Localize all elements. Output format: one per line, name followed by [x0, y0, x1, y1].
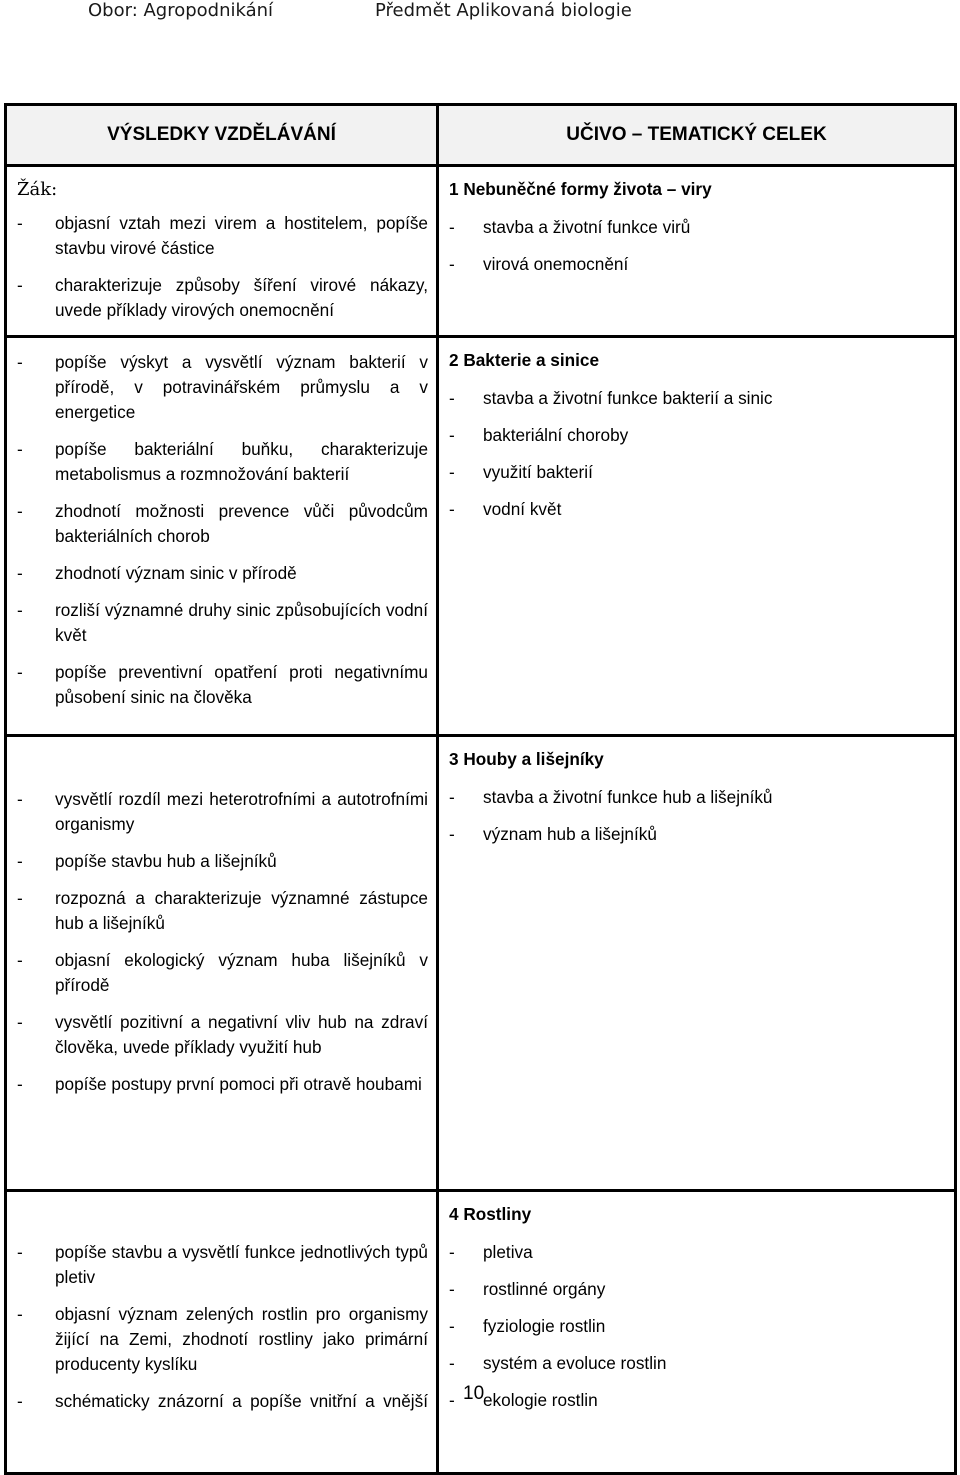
outcome-item [17, 886, 428, 936]
outcome-item [17, 437, 428, 487]
outcome-text: objasní význam zelených rostlin pro organismy žijící na Zemi, zhodnotí rostliny jako primární producenty kyslíku [55, 1304, 428, 1374]
list-dash: - [449, 388, 455, 408]
outcome-item [17, 598, 428, 648]
list-dash: - [17, 501, 23, 521]
list-dash: - [17, 888, 23, 908]
outcome-item [17, 849, 428, 874]
outcome-text: popíše postupy první pomoci při otravě houbami [55, 1074, 422, 1094]
outcomes-cell [6, 166, 438, 337]
curriculum-table [4, 103, 957, 1475]
list-dash: - [17, 352, 23, 372]
topic-item [449, 1351, 954, 1376]
list-dash: - [17, 1242, 23, 1262]
topics-cell [438, 337, 956, 736]
outcome-item [17, 1072, 428, 1097]
outcome-text: zhodnotí možnosti prevence vůči původcům bakteriálních chorob [55, 501, 428, 546]
outcome-text: popíše výskyt a vysvětlí význam bakterií v přírodě, v potravinářském průmyslu a v energetice [55, 352, 428, 422]
topic-text: vodní květ [483, 499, 562, 519]
topic-text: stavba a životní funkce virů [483, 217, 691, 237]
header-subject: Předmět Aplikovaná biologie [375, 0, 632, 21]
section-row [6, 337, 956, 736]
outcome-text: schématicky znázorní a popíše vnitřní a vnější [55, 1391, 428, 1411]
outcome-item [17, 1010, 428, 1060]
list-dash: - [17, 789, 23, 809]
list-dash: - [449, 1242, 455, 1262]
topic-item [449, 1277, 954, 1302]
outcome-text: vysvětlí rozdíl mezi heterotrofními a autotrofními organismy [55, 789, 428, 834]
list-dash: - [449, 1353, 455, 1373]
list-dash: - [449, 787, 455, 807]
outcome-item [17, 1240, 428, 1290]
list-dash: - [449, 499, 455, 519]
outcome-item [17, 660, 428, 710]
list-dash: - [17, 662, 23, 682]
topics-cell [438, 736, 956, 1191]
student-label: Žák: [17, 179, 58, 200]
section-row [6, 736, 956, 1191]
topics-cell [438, 1191, 956, 1474]
list-dash: - [17, 950, 23, 970]
topic-item [449, 785, 954, 810]
topic-text: stavba a životní funkce hub a lišejníků [483, 787, 773, 807]
topic-item [449, 252, 954, 277]
topic-item [449, 1240, 954, 1265]
section-row [6, 166, 956, 337]
page-number: 10 [463, 1383, 485, 1404]
outcome-text: rozpozná a charakterizuje významné zástupce hub a lišejníků [55, 888, 428, 933]
topic-text: systém a evoluce rostlin [483, 1353, 667, 1373]
outcome-text: vysvětlí pozitivní a negativní vliv hub na zdraví člověka, uvede příklady využití hub [55, 1012, 428, 1057]
topic-item [449, 460, 954, 485]
outcomes-cell [6, 1191, 438, 1474]
topic-text: rostlinné orgány [483, 1279, 606, 1299]
topic-item [449, 423, 954, 448]
topic-title: 2 Bakterie a sinice [449, 350, 600, 370]
outcome-text: objasní ekologický význam huba lišejníků v přírodě [55, 950, 428, 995]
topic-item [449, 822, 954, 847]
outcome-item [17, 211, 428, 261]
outcome-text: popíše stavbu hub a lišejníků [55, 851, 277, 871]
outcome-text: objasní vztah mezi virem a hostitelem, popíše stavbu virové částice [55, 213, 428, 258]
list-dash: - [17, 600, 23, 620]
list-dash: - [17, 275, 23, 295]
section-row [6, 1191, 956, 1474]
topic-item [449, 1314, 954, 1339]
topic-item [449, 497, 954, 522]
topic-item [449, 215, 954, 240]
topic-item [449, 386, 954, 411]
topic-title: 4 Rostliny [449, 1204, 532, 1224]
outcome-item [17, 787, 428, 837]
outcome-item [17, 948, 428, 998]
list-dash: - [449, 425, 455, 445]
list-dash: - [449, 1390, 455, 1410]
list-dash: - [449, 217, 455, 237]
column-header-outcomes: VÝSLEDKY VZDĚLÁVÁNÍ [6, 105, 438, 166]
list-dash: - [449, 1279, 455, 1299]
topic-text: bakteriální choroby [483, 425, 629, 445]
topic-text: pletiva [483, 1242, 533, 1262]
outcome-item [17, 350, 428, 425]
list-dash: - [449, 254, 455, 274]
list-dash: - [449, 824, 455, 844]
list-dash: - [17, 213, 23, 233]
outcome-item [17, 1302, 428, 1377]
outcome-item [17, 273, 428, 323]
outcomes-cell [6, 337, 438, 736]
outcome-text: popíše preventivní opatření proti negativnímu působení sinic na člověka [55, 662, 428, 707]
topic-text: stavba a životní funkce bakterií a sinic [483, 388, 773, 408]
outcome-item [17, 499, 428, 549]
header-field-of-study: Obor: Agropodnikání [88, 0, 274, 21]
list-dash: - [17, 851, 23, 871]
topics-cell [438, 166, 956, 337]
outcomes-cell [6, 736, 438, 1191]
topic-title: 3 Houby a lišejníky [449, 749, 604, 769]
outcome-text: popíše bakteriální buňku, charakterizuje metabolismus a rozmnožování bakterií [55, 439, 428, 484]
outcome-text: rozliší významné druhy sinic způsobujících vodní květ [55, 600, 428, 645]
list-dash: - [17, 1391, 23, 1411]
list-dash: - [449, 462, 455, 482]
list-dash: - [17, 1304, 23, 1324]
list-dash: - [17, 1074, 23, 1094]
outcome-text: charakterizuje způsoby šíření virové nákazy, uvede příklady virových onemocnění [55, 275, 428, 320]
topic-text: ekologie rostlin [483, 1390, 598, 1410]
outcome-text: zhodnotí význam sinic v přírodě [55, 563, 297, 583]
topic-text: význam hub a lišejníků [483, 824, 657, 844]
topic-item [449, 1388, 954, 1413]
list-dash: - [17, 439, 23, 459]
topic-title: 1 Nebuněčné formy života – viry [449, 179, 712, 199]
list-dash: - [17, 563, 23, 583]
list-dash: - [17, 1012, 23, 1032]
topic-text: fyziologie rostlin [483, 1316, 606, 1336]
outcome-item [17, 1389, 428, 1414]
topic-text: využití bakterií [483, 462, 593, 482]
outcome-text: popíše stavbu a vysvětlí funkce jednotlivých typů pletiv [55, 1242, 428, 1287]
column-header-topics: UČIVO – TEMATICKÝ CELEK [438, 105, 956, 166]
outcome-item [17, 561, 428, 586]
list-dash: - [449, 1316, 455, 1336]
topic-text: virová onemocnění [483, 254, 629, 274]
